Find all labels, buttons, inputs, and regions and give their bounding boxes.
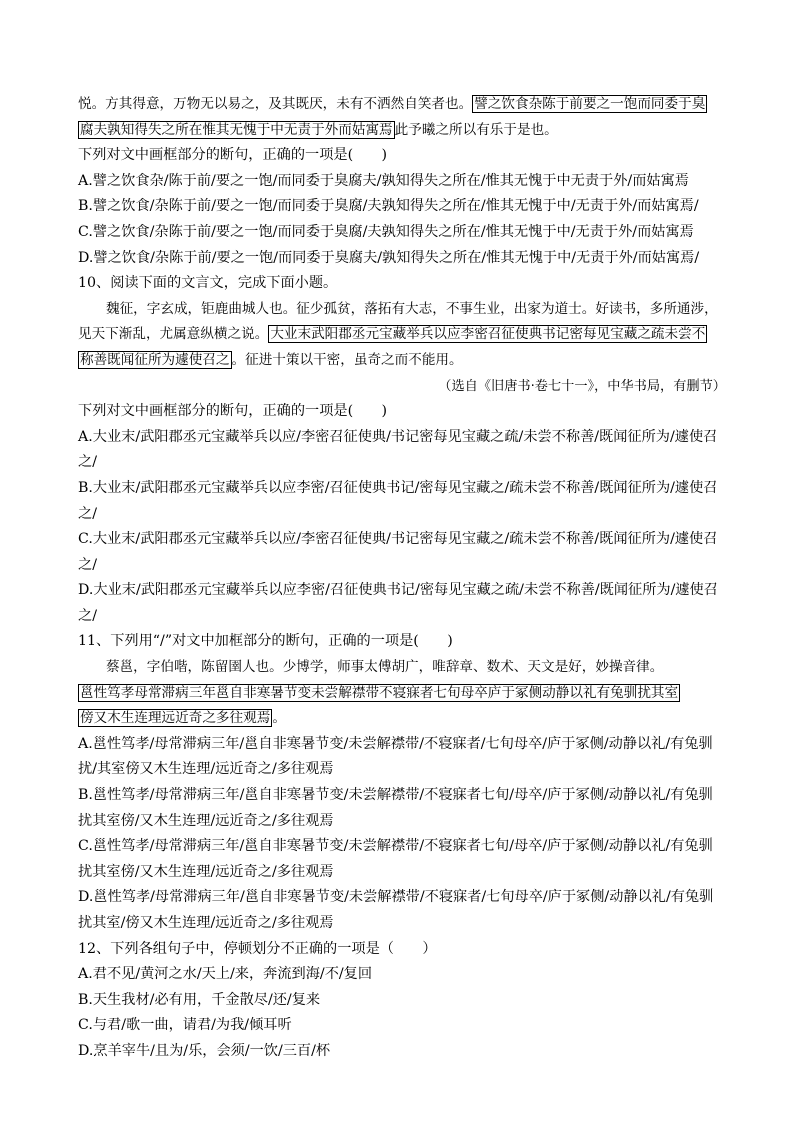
q9-boxed-text-2: 腐夫孰知得失之所在惟其无愧于中无责于外而姑寓焉 <box>80 121 393 138</box>
q12-option-a: A.君不见/黄河之水/天上/来，奔流到海/不/复回 <box>78 966 373 983</box>
q11-passage-line-1: 蔡邕，字伯喈，陈留圉人也。少博学，师事太傅胡广，唯辞章、数术、天文是好，妙操音律。 <box>106 659 664 676</box>
q10-option-b-line-1: B.大业末/武阳郡丞元宝藏举兵以应李密/召征使典书记/密每见宝藏之/疏未尝不称善/既闻征所为/遽使召 <box>78 479 718 496</box>
q12-option-b: B.天生我材/必有用，千金散尽/还/复来 <box>78 991 321 1008</box>
q9-passage-line-1 <box>78 92 728 118</box>
exam-page <box>78 92 728 1065</box>
q10-boxed-text-1: 大业末武阳郡丞元宝藏举兵以应李密召征使典书记密每见宝藏之疏未尝不 <box>270 326 706 343</box>
q11-passage-line-2 <box>78 681 728 707</box>
q9-passage-text-end: 此予曦之所以有乐于是也。 <box>394 121 558 138</box>
q11-option-b-line-2: 扰其室傍/又木生连理/远近奇之/多往观焉 <box>78 812 334 829</box>
q10-passage-line-2 <box>78 322 728 348</box>
q10-passage-text: 见天下渐乱，尤属意纵横之说。 <box>78 326 269 343</box>
q11-option-d-line-1: D.邕性笃孝/母常滞病三年/邕自非寒暑节变/未尝解襟带/不寝寐者/七旬母卒/庐于冢侧/动静以礼/有兔驯 <box>78 889 714 906</box>
q9-option-a: A.譬之饮食杂/陈于前/要之一饱/而同委于臭腐夫/孰知得失之所在/惟其无愧于中无责于外/而姑寓焉 <box>78 172 689 189</box>
q11-passage-text-end: 。 <box>272 710 286 727</box>
q11-option-a-line-1: A.邕性笃孝/母常滞病三年/邕自非寒暑节变/未尝解襟带/不寝寐者/七旬母卒/庐于冢侧/动静以礼/有兔驯 <box>78 735 713 752</box>
q11-title: 11、下列用“/”对文中加框部分的断句，正确的一项是( ) <box>78 633 453 650</box>
q10-source: （选自《旧唐书·卷七十一》，中华书局，有删节） <box>438 378 726 394</box>
q10-option-c-line-2: 之/ <box>78 556 97 573</box>
q10-option-c-line-1: C.大业末/武阳郡丞元宝藏举兵以应/李密召征使典/书记密每见宝藏之/疏未尝不称善/既闻征所为/遽使召 <box>78 531 718 548</box>
q9-passage-text: 悦。方其得意，万物无以易之，及其既厌，未有不洒然自笑者也。 <box>78 96 473 112</box>
q10-passage-line-3 <box>78 348 728 374</box>
q10-stem: 下列对文中画框部分的断句，正确的一项是( ) <box>78 403 388 420</box>
q9-option-d: D.譬之饮食/杂陈于前/要之一饱/而同委于臭腐夫/孰知得失之所在/惟其无愧于中/无责于外/而姑寓焉/ <box>78 249 700 266</box>
q10-title: 10、阅读下面的文言文，完成下面小题。 <box>78 275 338 292</box>
q9-boxed-text-1: 譬之饮食杂陈于前要之一饱而同委于臭 <box>474 96 706 112</box>
q10-passage-text-end: 。征进十策以干密，虽奇之而不能用。 <box>231 351 463 368</box>
q9-stem: 下列对文中画框部分的断句，正确的一项是( ) <box>78 147 388 164</box>
q9-option-b: B.譬之饮食/杂陈于前/要之一饱/而同委于臭腐/夫孰知得失之所在/惟其无愧于中/无责于外/而姑寓焉/ <box>78 198 699 215</box>
q10-option-b-line-2: 之/ <box>78 505 97 522</box>
q10-option-a-line-2: 之/ <box>78 454 97 471</box>
q11-boxed-text-1: 邕性笃孝母常滞病三年邕自非寒暑节变未尝解襟带不寝寐者七旬母卒庐于冢侧动静以礼有兔驯扰其室 <box>80 684 679 701</box>
q11-option-b-line-1: B.邕性笃孝/母常滞病三年/邕自非寒暑节变/未尝解襟带/不寝寐者七旬/母卒/庐于冢侧/动静以礼/有兔驯 <box>78 787 713 804</box>
q12-option-d: D.烹羊宰牛/且为/乐，会须/一饮/三百/杯 <box>78 1042 331 1059</box>
q9-option-c: C.譬之饮食/杂陈于前/要之一饱/而同委于臭腐/夫孰知得失之所在/惟其无愧于中/无责于外/而姑寓焉 <box>78 223 694 240</box>
q11-option-a-line-2: 扰/其室傍又木生连理/远近奇之/多往观焉 <box>78 761 334 778</box>
q12-title: 12、下列各组句子中，停顿划分不正确的一项是（ ） <box>78 940 437 957</box>
q11-option-d-line-2: 扰其室/傍又木生连理/远近奇之/多往观焉 <box>78 915 334 931</box>
q10-option-a-line-1: A.大业末/武阳郡丞元宝藏举兵以应/李密召征使典/书记密每见宝藏之疏/未尝不称善/既闻征所为/遽使召 <box>78 428 718 445</box>
q9-passage-line-2 <box>78 118 728 144</box>
q10-passage-line-1: 魏征，字玄成，钜鹿曲城人也。征少孤贫，落拓有大志，不事生业，出家为道士。好读书，多所通涉， <box>106 300 718 317</box>
q10-option-d-line-1: D.大业末/武阳郡丞元宝藏举兵以应李密/召征使典书记/密每见宝藏之疏/未尝不称善/既闻征所为/遽使召 <box>78 582 718 599</box>
q12-option-c: C.与君/歌一曲，请君/为我/倾耳听 <box>78 1017 292 1034</box>
q11-passage-line-3 <box>78 706 728 732</box>
q11-boxed-text-2: 傍又木生连理远近奇之多往观焉 <box>80 710 271 727</box>
q11-option-c-line-2: 扰其室傍/又木生连理/远近奇之/多往观焉 <box>78 863 334 880</box>
q10-option-d-line-2: 之/ <box>78 607 97 624</box>
q11-option-c-line-1: C.邕性笃孝/母常滞病三年/邕自非寒暑节变/未尝解襟带/不寝寐者七旬/母卒/庐于冢侧/动静以礼/有兔驯 <box>78 838 713 855</box>
q10-boxed-text-2: 称善既闻征所为遽使召之 <box>80 351 230 368</box>
